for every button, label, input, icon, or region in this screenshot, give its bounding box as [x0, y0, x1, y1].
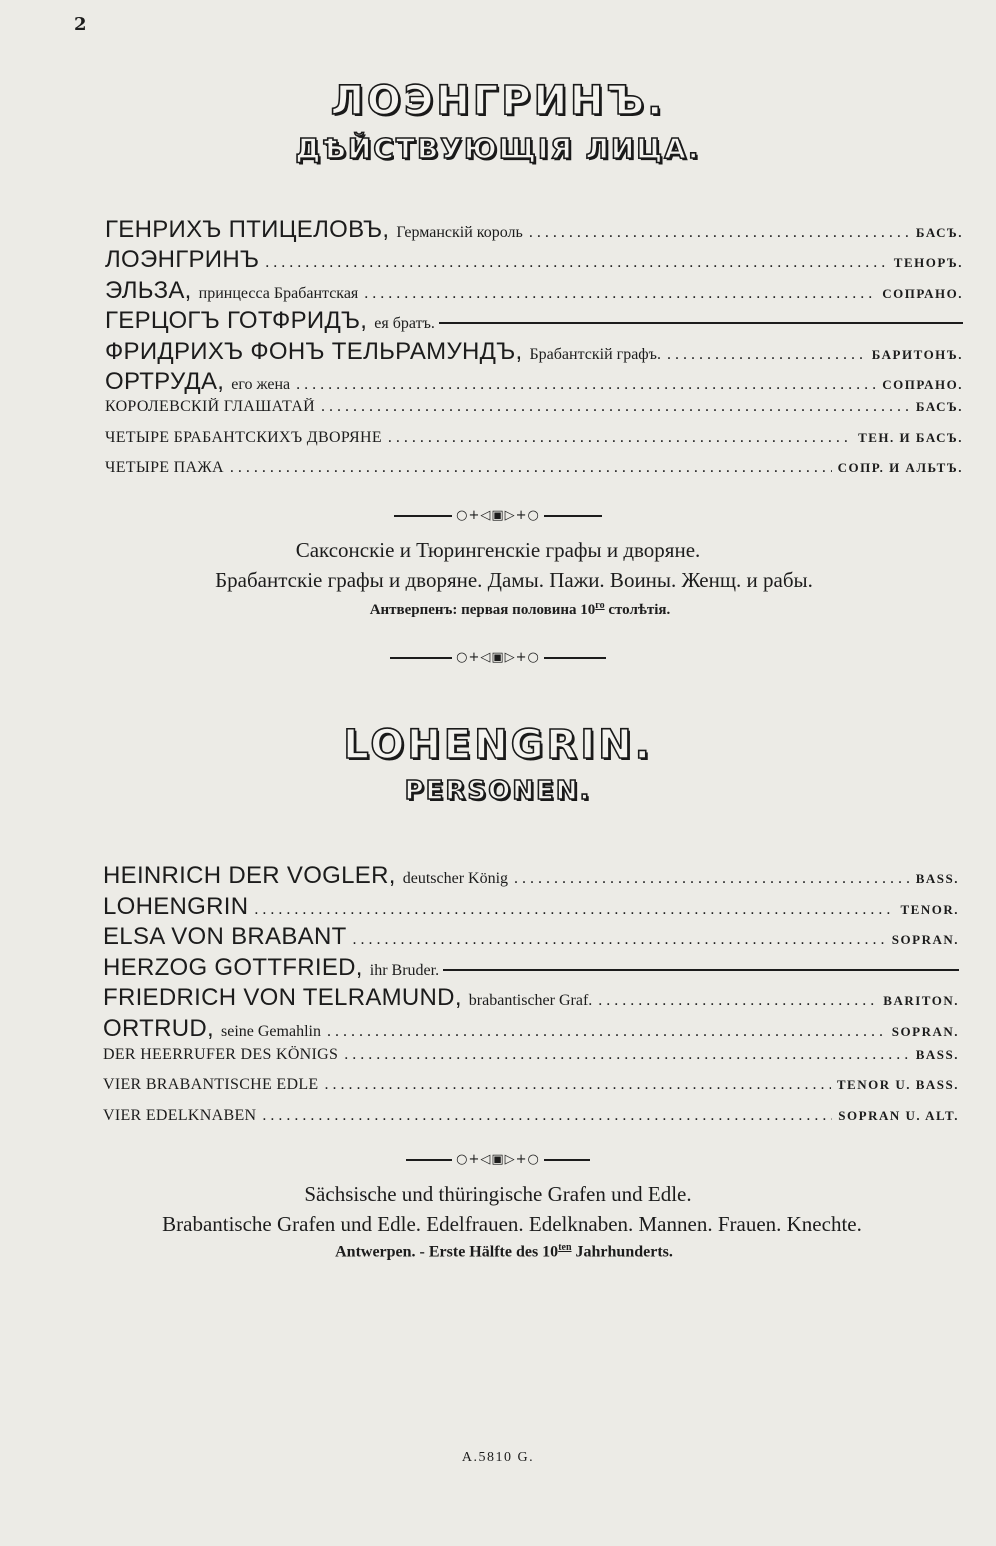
leader-dots	[254, 901, 894, 919]
note-text: Антверпенъ: первая половина 10	[369, 602, 596, 618]
ornament-divider	[0, 508, 996, 523]
cast-row	[105, 459, 963, 489]
russian-cast-list	[105, 216, 963, 490]
ornament-rule	[544, 657, 606, 659]
cast-row	[105, 429, 963, 459]
cast-row	[105, 368, 963, 398]
leader-dots	[529, 224, 910, 242]
cast-description: Германскій король	[396, 224, 523, 241]
cast-name: HERZOG GOTTFRIED,	[103, 953, 363, 981]
leader-dots	[364, 285, 876, 303]
leader-dots	[344, 1046, 910, 1064]
cast-description: ihr Bruder.	[369, 961, 440, 979]
russian-title: ЛОЭНГРИНЪ.	[330, 78, 666, 124]
cast-voice: BASS.	[915, 871, 959, 886]
german-note-1: Sächsische und thüringische Grafen und Edle.	[304, 1182, 692, 1206]
cast-voice: ТЕН. И БАСЪ.	[858, 429, 963, 445]
leader-dots	[230, 459, 832, 477]
cast-name: DER HEERRUFER DES KÖNIGS	[103, 1045, 339, 1063]
ornament-rule	[406, 1159, 452, 1161]
cast-row	[103, 1107, 959, 1138]
ornament-glyph: ○+◁▣▷+○	[456, 1152, 540, 1167]
leader-dots	[353, 931, 886, 949]
cast-description: принцесса Брабантская	[198, 284, 359, 302]
cast-name: ЧЕТЫРЕ БРАБАНТСКИХЪ ДВОРЯНЕ	[105, 428, 382, 446]
russian-note-2: Брабантскіе графы и дворяне. Дамы. Пажи. Воины. Женщ. и рабы.	[215, 568, 813, 592]
cast-row	[103, 923, 959, 954]
cast-row	[105, 307, 963, 337]
plate-number: A.5810 G.	[461, 1450, 535, 1465]
cast-voice: SOPRAN U. ALT.	[838, 1107, 959, 1123]
cast-row	[105, 398, 963, 428]
cast-voice: СОПР. И АЛЬТЪ.	[837, 460, 963, 476]
cast-row	[105, 216, 963, 246]
russian-subtitle: ДѢЙСТВУЮЩІЯ ЛИЦА.	[295, 132, 701, 165]
cast-row	[103, 954, 959, 985]
german-note-3	[6, 1242, 996, 1261]
note-text: столѣтія.	[604, 602, 671, 618]
cast-description: ея братъ.	[374, 315, 435, 333]
ornament-rule	[544, 515, 602, 517]
german-note-2: Brabantische Grafen und Edle. Edelfrauen. Edelknaben. Mannen. Frauen. Knechte.	[162, 1212, 862, 1236]
leader-dots	[265, 254, 888, 272]
leader-dots	[327, 1023, 886, 1041]
russian-note-1: Саксонскіе и Тюрингенскіе графы и дворяне.	[295, 538, 701, 562]
german-cast-list	[103, 862, 959, 1137]
cast-description: deutscher König	[402, 870, 509, 887]
leader-dots	[324, 1076, 830, 1094]
section-divider	[0, 650, 996, 665]
cast-name: ГЕРЦОГЪ ГОТФРИДЪ,	[105, 307, 368, 335]
leader-dots	[598, 992, 877, 1010]
german-subtitle: PERSONEN.	[404, 776, 592, 806]
cast-row	[103, 862, 959, 893]
ornament-divider	[0, 1152, 996, 1167]
note-text: Jahrhunderts.	[571, 1243, 673, 1261]
ornament-glyph: ○+◁▣▷+○	[456, 508, 540, 523]
cast-voice: БАСЪ.	[915, 399, 963, 415]
cast-name: VIER EDELKNABEN	[103, 1106, 257, 1124]
cast-description: brabantischer Graf.	[468, 992, 593, 1010]
cast-name: КОРОЛЕВСКІЙ ГЛАШАТАЙ	[105, 398, 316, 416]
cast-name: ELSA VON BRABANT	[103, 923, 347, 951]
cast-voice: TENOR U. BASS.	[836, 1077, 959, 1093]
cast-description: его жена	[231, 375, 291, 393]
ornament-rule	[394, 515, 452, 517]
ornament-glyph: ○+◁▣▷+○	[456, 650, 540, 665]
leader-dots	[667, 346, 866, 364]
brace-line	[439, 322, 963, 324]
leader-dots	[262, 1107, 832, 1125]
cast-name: ГЕНРИХЪ ПТИЦЕЛОВЪ,	[105, 216, 390, 243]
cast-name: LOHENGRIN	[103, 892, 249, 920]
cast-row	[103, 984, 959, 1015]
cast-name: HEINRICH DER VOGLER,	[103, 862, 396, 889]
leader-dots	[296, 376, 876, 394]
cast-name: FRIEDRICH VON TELRAMUND,	[103, 984, 462, 1012]
cast-row	[103, 1046, 959, 1077]
note-superscript: ten	[558, 1242, 572, 1253]
cast-voice: БАСЪ.	[915, 225, 963, 240]
cast-row	[105, 246, 963, 276]
cast-row	[103, 1015, 959, 1046]
cast-name: VIER BRABANTISCHE EDLE	[103, 1076, 319, 1094]
ornament-rule	[390, 657, 452, 659]
cast-name: ЭЛЬЗА,	[105, 276, 192, 304]
cast-voice: SOPRAN.	[891, 932, 959, 948]
page-number: 2	[74, 14, 87, 35]
cast-name: ЛОЭНГРИНЪ	[105, 246, 260, 274]
cast-description: Брабантскій графъ.	[529, 345, 661, 363]
cast-voice: ТЕНОРЪ.	[893, 255, 963, 271]
cast-voice: BARITON.	[883, 993, 959, 1009]
russian-note-3	[22, 600, 996, 619]
cast-description: seine Gemahlin	[221, 1022, 321, 1040]
note-text: Antwerpen. - Erste Hälfte des 10	[335, 1243, 559, 1261]
cast-row	[103, 893, 959, 924]
cast-voice: БАРИТОНЪ.	[871, 346, 963, 362]
leader-dots	[321, 398, 910, 416]
leader-dots	[388, 429, 852, 447]
cast-name: ФРИДРИХЪ ФОНЪ ТЕЛЬРАМУНДЪ,	[105, 337, 523, 365]
brace-line	[443, 969, 959, 971]
cast-voice: BASS.	[915, 1046, 959, 1062]
cast-voice: SOPRAN.	[891, 1023, 959, 1039]
cast-row	[105, 277, 963, 307]
cast-voice: СОПРАНО.	[882, 376, 963, 392]
cast-name: ЧЕТЫРЕ ПАЖА	[105, 459, 224, 477]
ornament-rule	[544, 1159, 590, 1161]
cast-row	[103, 1076, 959, 1107]
cast-voice: СОПРАНО.	[882, 285, 963, 301]
leader-dots	[514, 870, 910, 888]
german-title: LOHENGRIN.	[343, 722, 653, 768]
cast-name: ОРТРУДА,	[105, 367, 225, 395]
cast-voice: TENOR.	[900, 901, 959, 917]
cast-row	[105, 338, 963, 368]
cast-name: ORTRUD,	[103, 1014, 214, 1042]
note-superscript: го	[595, 600, 605, 611]
